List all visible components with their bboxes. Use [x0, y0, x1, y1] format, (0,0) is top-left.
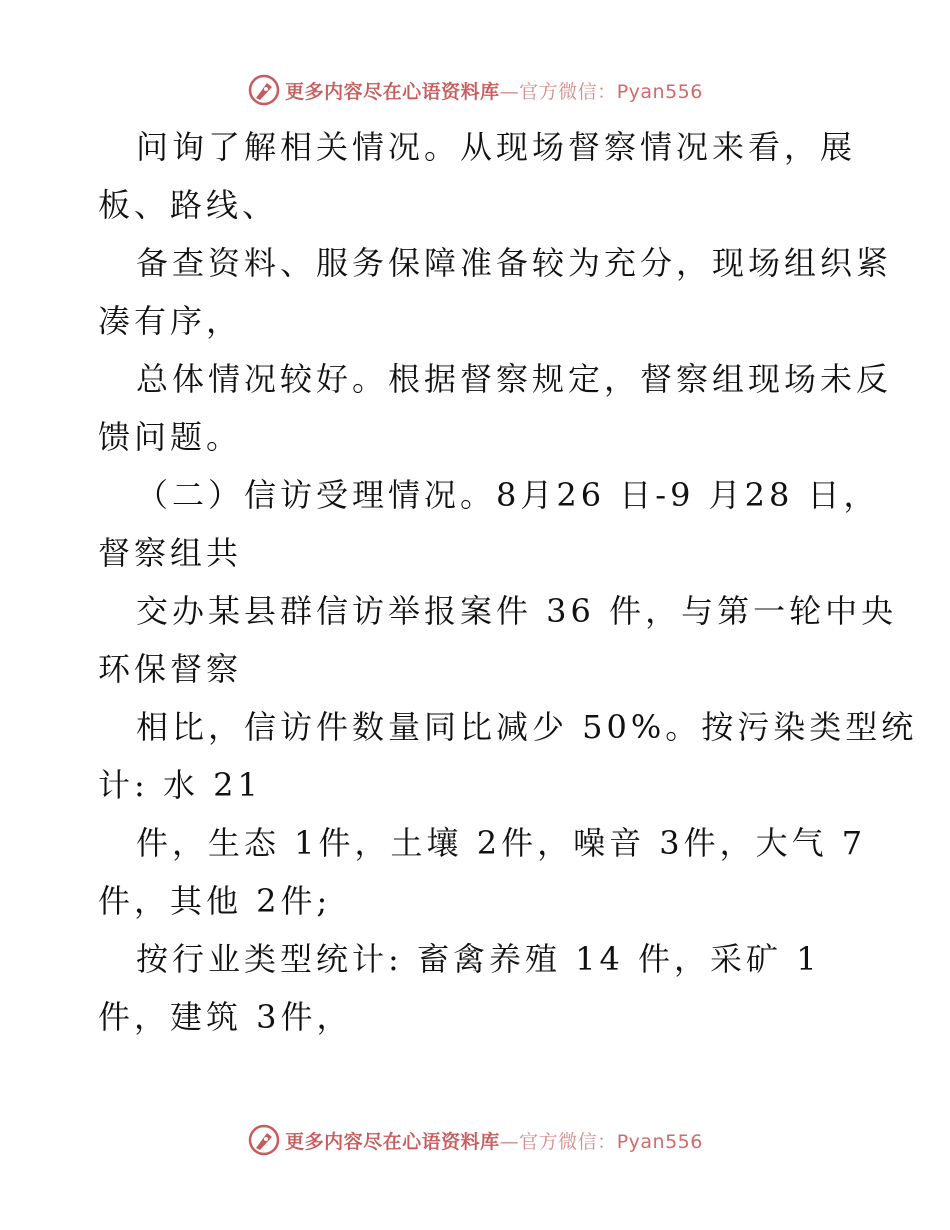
body-line: 相比，信访件数量同比减少 50%。按污染类型统 [136, 708, 918, 746]
body-line: 督察组共 [98, 534, 243, 572]
header-banner [0, 70, 950, 110]
banner-text [285, 77, 703, 104]
banner-wechat-label: 官方微信： [519, 80, 617, 103]
body-line: 备查资料、服务保障准备较为充分，现场组织紧 [136, 244, 893, 282]
body-line: 交办某县群信访举报案件 36 件，与第一轮中央 [136, 592, 898, 630]
body-line: 件，建筑 3件， [98, 998, 353, 1036]
banner-wechat-label: 官方微信： [519, 1130, 617, 1153]
body-line: 按行业类型统计: 畜禽养殖 14 件，采矿 1 [136, 940, 821, 978]
body-line: 凑有序， [98, 302, 243, 340]
document-body [98, 118, 918, 1046]
banner-main-text: 更多内容尽在心语资料库 [285, 80, 500, 103]
banner-text [285, 1127, 703, 1154]
banner-wechat-id: Pyan556 [616, 80, 703, 103]
body-line: 件，其他 2件; [98, 882, 332, 920]
body-line: 环保督察 [98, 650, 243, 688]
footer-banner [0, 1120, 950, 1160]
banner-separator: — [499, 80, 520, 103]
body-line: 总体情况较好。根据督察规定，督察组现场未反 [136, 360, 893, 398]
body-line: 计: 水 21 [98, 766, 262, 804]
pen-nib-logo-icon [247, 1123, 281, 1157]
body-line: 问询了解相关情况。从现场督察情况来看，展 [136, 128, 857, 166]
banner-separator: — [499, 1130, 520, 1153]
body-line: 件，生态 1件，土壤 2件，噪音 3件，大气 7 [136, 824, 867, 862]
body-line: （二）信访受理情况。8月26 日-9 月28 日， [136, 476, 880, 514]
body-line: 板、路线、 [98, 186, 279, 224]
banner-main-text: 更多内容尽在心语资料库 [285, 1130, 500, 1153]
pen-nib-logo-icon [247, 73, 281, 107]
body-line: 馈问题。 [98, 418, 243, 456]
banner-wechat-id: Pyan556 [616, 1130, 703, 1153]
